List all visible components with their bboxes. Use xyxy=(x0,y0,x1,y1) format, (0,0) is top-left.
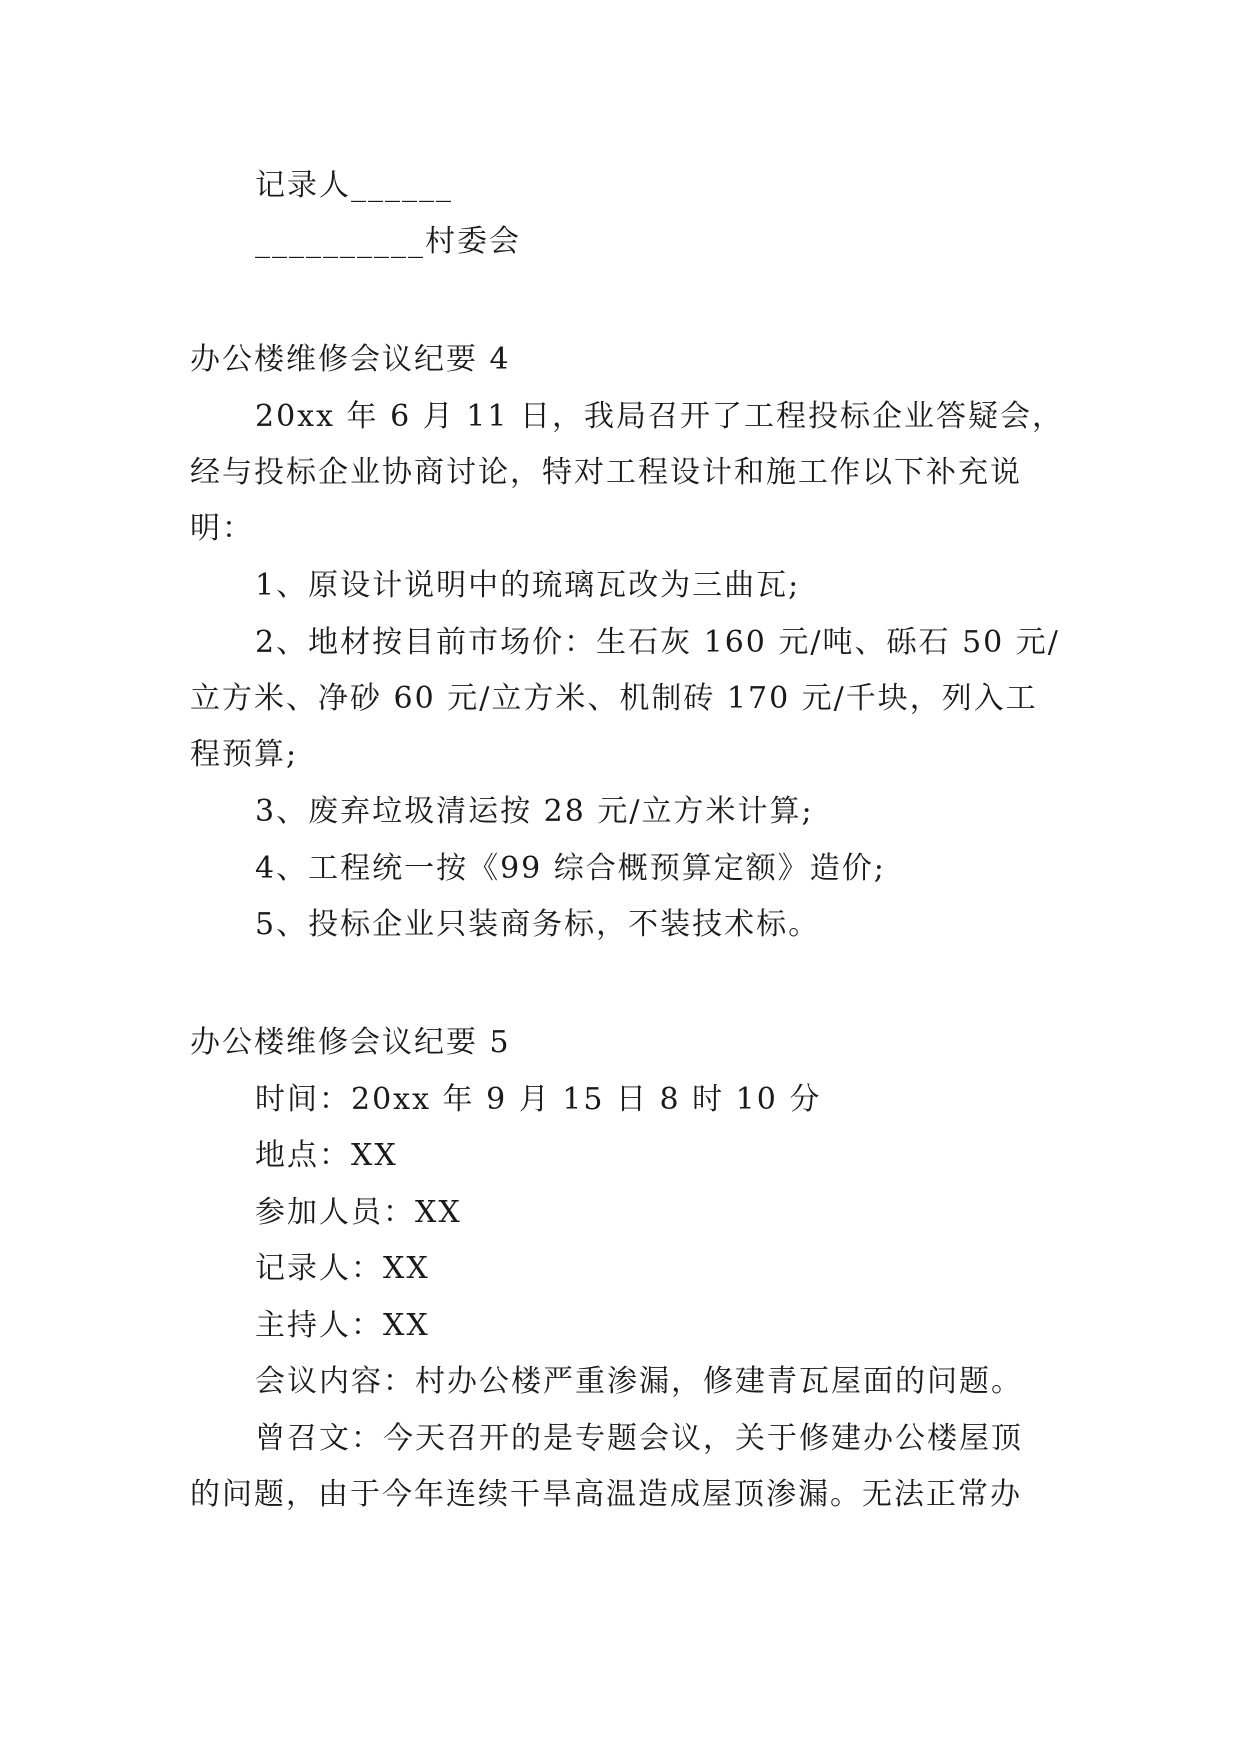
section5-content: 会议内容：村办公楼严重渗漏，修建青瓦屋面的问题。 xyxy=(255,1364,1023,1399)
section4-item-4: 4、工程统一按《99 综合概预算定额》造价; xyxy=(255,851,886,886)
section4-item-1: 1、原设计说明中的琉璃瓦改为三曲瓦; xyxy=(255,568,801,603)
section5-time: 时间：20xx 年 9 月 15 日 8 时 10 分 xyxy=(255,1082,822,1117)
section5-attendees: 参加人员：XX xyxy=(255,1195,462,1230)
section4-item-5: 5、投标企业只装商务标，不装技术标。 xyxy=(255,907,821,942)
section4-paragraph-line: 经与投标企业协商讨论，特对工程设计和施工作以下补充说 xyxy=(190,455,1022,490)
section4-paragraph-line: 20xx 年 6 月 11 日，我局召开了工程投标企业答疑会， xyxy=(255,399,1064,434)
section4-title: 办公楼维修会议纪要 4 xyxy=(190,342,511,377)
section5-recorder: 记录人：XX xyxy=(255,1251,430,1286)
section4-paragraph-line: 明： xyxy=(190,511,254,546)
section5-host: 主持人：XX xyxy=(255,1308,430,1343)
section4-item-2-line: 2、地材按目前市场价：生石灰 160 元/吨、砾石 50 元/ xyxy=(255,625,1060,660)
section4-item-2-line: 立方米、净砂 60 元/立方米、机制砖 170 元/千块，列入工 xyxy=(190,681,1038,716)
section4-item-3: 3、废弃垃圾清运按 28 元/立方米计算; xyxy=(255,794,814,829)
section5-title: 办公楼维修会议纪要 5 xyxy=(190,1025,511,1060)
section4-item-2-line: 程预算; xyxy=(190,737,299,772)
section5-place: 地点：XX xyxy=(255,1138,398,1173)
section5-speech-line: 曾召文：今天召开的是专题会议，关于修建办公楼屋顶 xyxy=(255,1421,1023,1456)
committee-signature-line: __________村委会 xyxy=(255,224,521,259)
recorder-signature-line: 记录人______ xyxy=(255,168,453,203)
section5-speech-line: 的问题，由于今年连续干旱高温造成屋顶渗漏。无法正常办 xyxy=(190,1477,1022,1512)
